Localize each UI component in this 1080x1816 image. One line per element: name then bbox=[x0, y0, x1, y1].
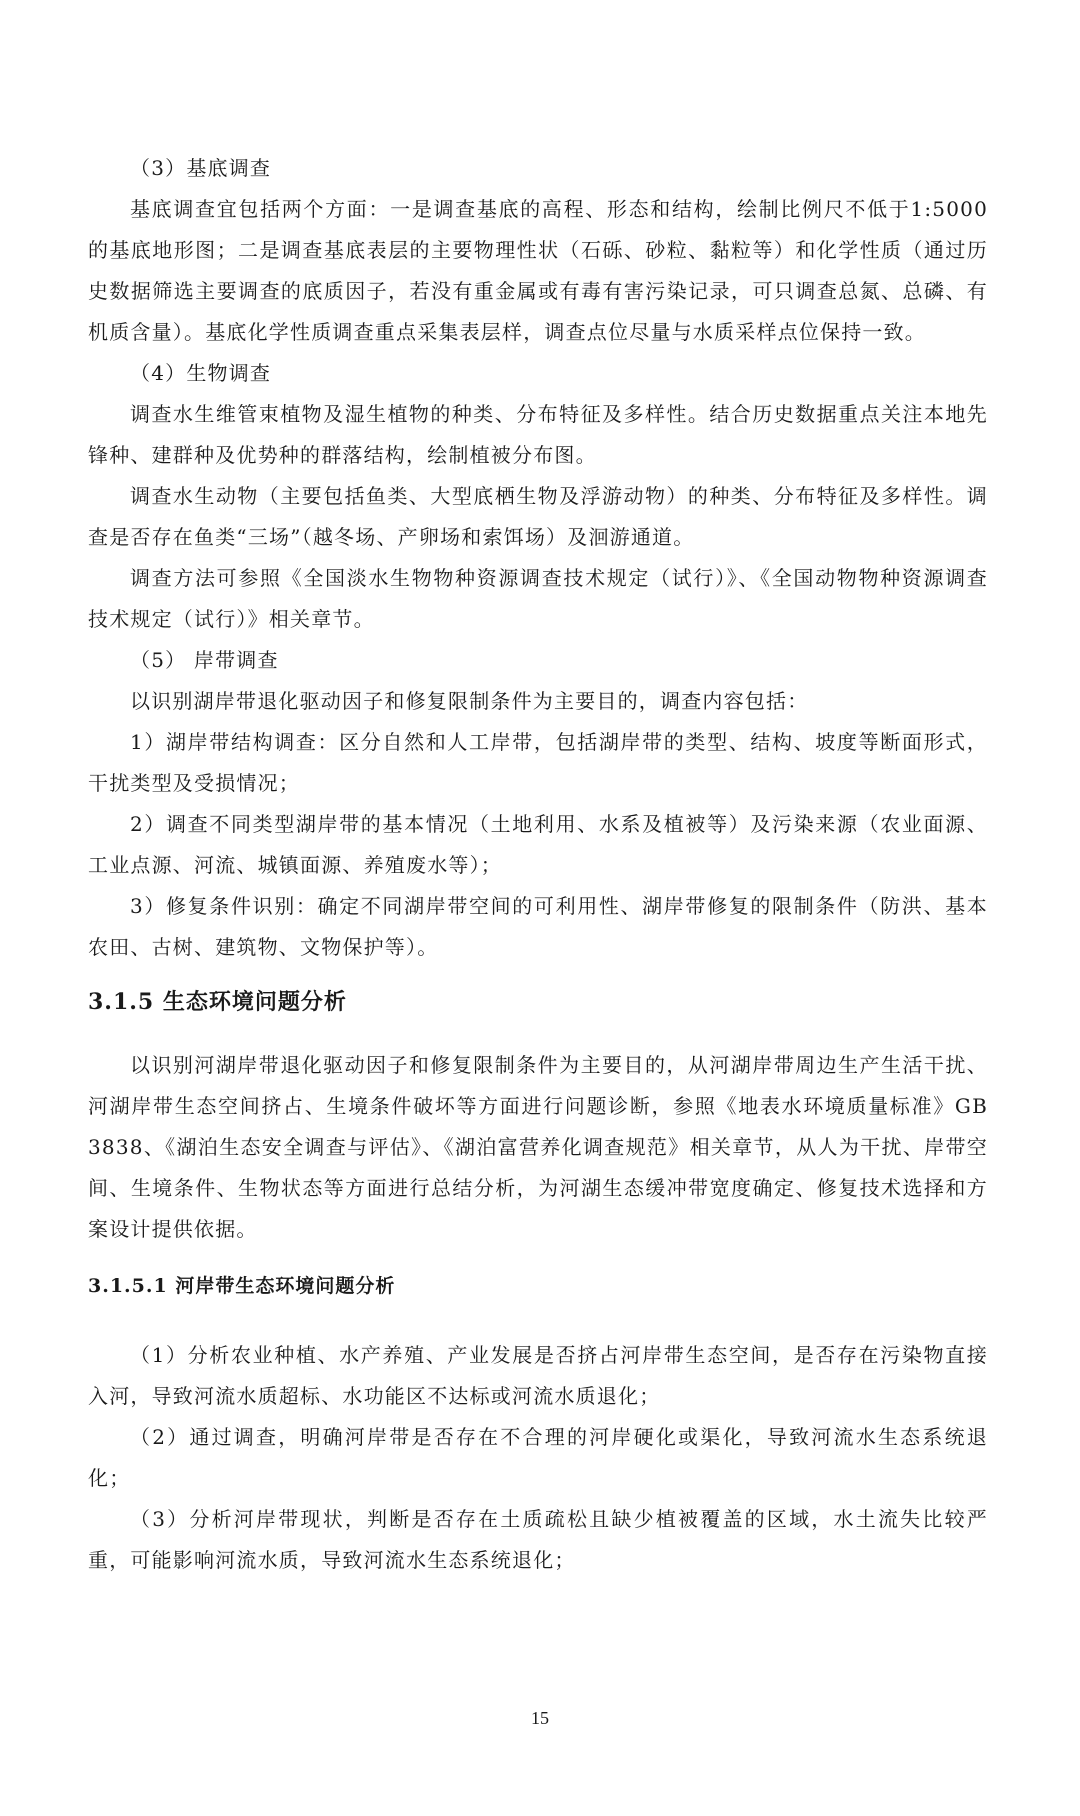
list-item-riverbank-1: （1）分析农业种植、水产养殖、产业发展是否挤占河岸带生态空间，是否存在污染物直接入河，导致河流水质超标、水功能区不达标或河流水质退化； bbox=[88, 1343, 988, 1408]
list-item-shore-3: 3）修复条件识别：确定不同湖岸带空间的可利用性、湖岸带修复的限制条件（防洪、基本农田、古树、建筑物、文物保护等）。 bbox=[88, 894, 988, 959]
list-item-shore-2: 2）调查不同类型湖岸带的基本情况（土地利用、水系及植被等）及污染来源（农业面源、工业点源、河流、城镇面源、养殖废水等）； bbox=[88, 812, 988, 877]
paragraph-problem-analysis: 以识别河湖岸带退化驱动因子和修复限制条件为主要目的，从河湖岸带周边生产生活干扰、河湖岸带生态空间挤占、生境条件破坏等方面进行问题诊断，参照《地表水环境质量标准》GB 3838、《湖泊生态安全调查与评估》、《湖泊富营养化调查规范》相关章节，从人为干扰、岸带空间、生境条件、生物状态等方面进行总结分析，为河湖生态缓冲带宽度确定、修复技术选择和方案设计提供依据。 bbox=[88, 1053, 988, 1241]
page-number: 15 bbox=[531, 1708, 549, 1728]
paragraph-biology-methods: 调查方法可参照《全国淡水生物物种资源调查技术规定（试行）》、《全国动物物种资源调查技术规定（试行）》相关章节。 bbox=[88, 566, 988, 631]
section-heading-3-1-5-1: 3.1.5.1 河岸带生态环境问题分析 bbox=[88, 1275, 396, 1297]
list-item-riverbank-2: （2）通过调查，明确河岸带是否存在不合理的河岸硬化或渠化，导致河流水生态系统退化； bbox=[88, 1425, 988, 1490]
subsection-heading-biology: （4）生物调查 bbox=[130, 361, 272, 385]
list-item-shore-1: 1）湖岸带结构调查：区分自然和人工岸带，包括湖岸带的类型、结构、坡度等断面形式，干扰类型及受损情况； bbox=[88, 730, 988, 795]
paragraph-biology-animals: 调查水生动物（主要包括鱼类、大型底栖生物及浮游动物）的种类、分布特征及多样性。调查是否存在鱼类“三场”（越冬场、产卵场和索饵场）及洄游通道。 bbox=[88, 484, 988, 549]
list-item-riverbank-3: （3）分析河岸带现状，判断是否存在土质疏松且缺少植被覆盖的区域，水土流失比较严重，可能影响河流水质，导致河流水生态系统退化； bbox=[88, 1507, 988, 1572]
subsection-heading-shore: （5） 岸带调查 bbox=[130, 648, 279, 672]
section-heading-3-1-5: 3.1.5 生态环境问题分析 bbox=[88, 989, 347, 1015]
paragraph-shore-intro: 以识别湖岸带退化驱动因子和修复限制条件为主要目的，调查内容包括： bbox=[130, 689, 809, 713]
subsection-heading-substrate: （3）基底调查 bbox=[130, 156, 272, 180]
paragraph-biology-plants: 调查水生维管束植物及湿生植物的种类、分布特征及多样性。结合历史数据重点关注本地先锋种、建群种及优势种的群落结构，绘制植被分布图。 bbox=[88, 402, 988, 467]
document-page bbox=[88, 148, 988, 1581]
paragraph-substrate: 基底调查宜包括两个方面：一是调查基底的高程、形态和结构，绘制比例尺不低于1:5000 的基底地形图；二是调查基底表层的主要物理性状（石砾、砂粒、黏粒等）和化学性质（通过历史数据筛选主要调查的底质因子，若没有重金属或有毒有害污染记录，可只调查总氮、总磷、有机质含量）。基底化学性质调查重点采集表层样，调查点位尽量与水质采样点位保持一致。 bbox=[88, 197, 988, 344]
